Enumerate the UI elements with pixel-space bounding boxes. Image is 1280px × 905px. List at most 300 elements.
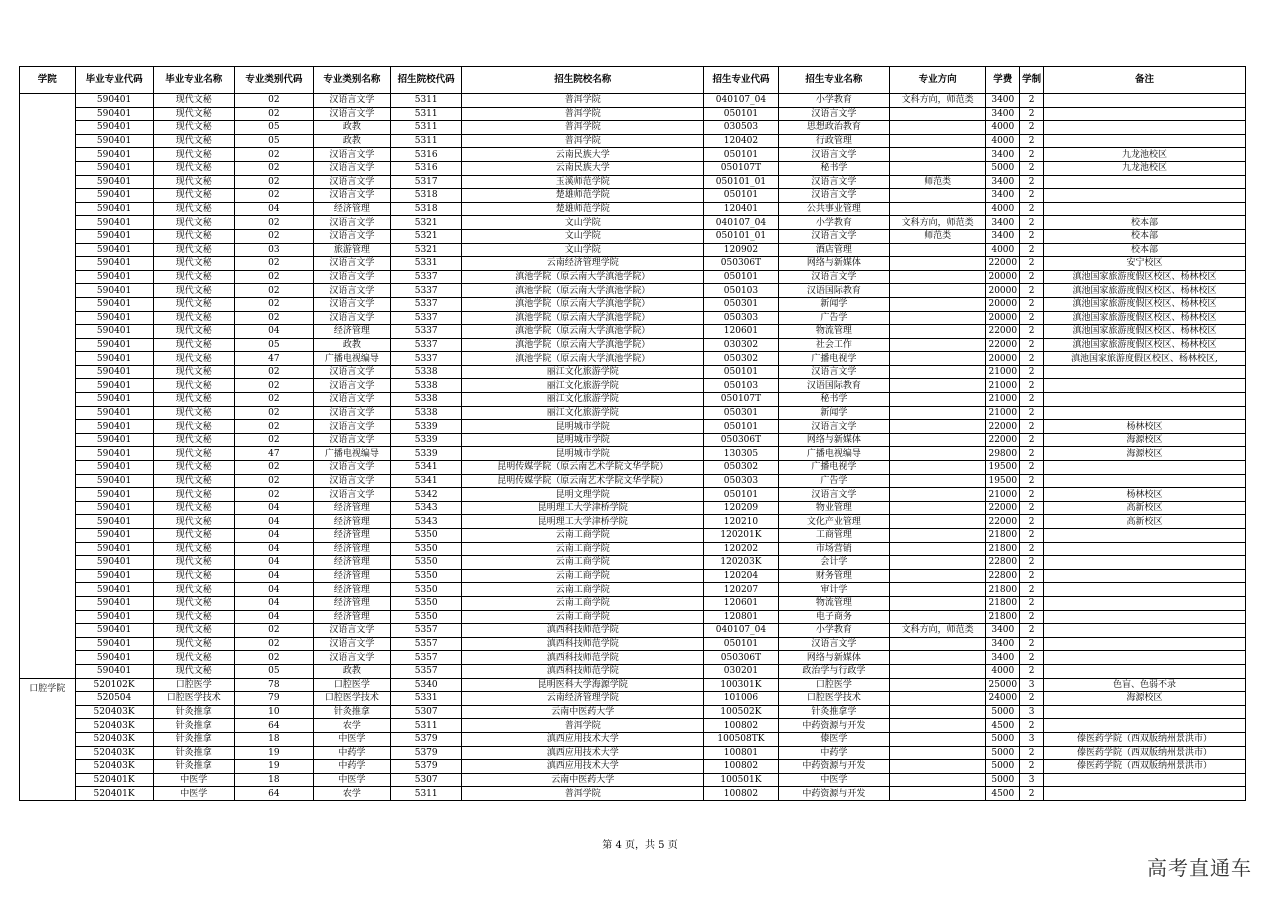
table-cell: 520403K bbox=[75, 746, 153, 760]
table-row bbox=[20, 501, 1246, 515]
table-cell: 5341 bbox=[390, 474, 462, 488]
table-cell: 2 bbox=[1020, 393, 1044, 407]
table-cell: 普洱学院 bbox=[462, 787, 704, 801]
table-cell: 中药资源与开发 bbox=[778, 787, 889, 801]
table-row bbox=[20, 447, 1246, 461]
table-cell: 3400 bbox=[986, 107, 1020, 121]
table-cell: 22000 bbox=[986, 325, 1020, 339]
table-cell: 针灸推拿 bbox=[313, 705, 390, 719]
table-cell: 02 bbox=[234, 229, 313, 243]
table-cell: 现代文秘 bbox=[153, 297, 234, 311]
table-cell: 590401 bbox=[75, 529, 153, 543]
table-cell: 120209 bbox=[704, 501, 779, 515]
table-cell bbox=[1043, 705, 1245, 719]
table-row bbox=[20, 148, 1246, 162]
table-cell: 520403K bbox=[75, 719, 153, 733]
table-cell: 经济管理 bbox=[313, 569, 390, 583]
table-cell: 经济管理 bbox=[313, 583, 390, 597]
table-cell: 590401 bbox=[75, 610, 153, 624]
table-cell bbox=[1043, 569, 1245, 583]
table-cell: 口腔医学 bbox=[778, 678, 889, 692]
table-cell: 3400 bbox=[986, 189, 1020, 203]
table-cell: 590401 bbox=[75, 121, 153, 135]
table-cell: 经济管理 bbox=[313, 529, 390, 543]
table-cell: 广播电视编导 bbox=[313, 447, 390, 461]
table-cell bbox=[1043, 529, 1245, 543]
table-cell: 4000 bbox=[986, 121, 1020, 135]
table-cell: 中医学 bbox=[778, 773, 889, 787]
table-cell: 现代文秘 bbox=[153, 420, 234, 434]
table-cell: 中药学 bbox=[778, 746, 889, 760]
column-header: 专业类别代码 bbox=[234, 67, 313, 94]
table-cell: 520401K bbox=[75, 787, 153, 801]
table-cell: 汉语言文学 bbox=[313, 189, 390, 203]
column-header: 毕业专业名称 bbox=[153, 67, 234, 94]
table-cell: 现代文秘 bbox=[153, 270, 234, 284]
table-cell: 19500 bbox=[986, 461, 1020, 475]
table-cell bbox=[890, 338, 986, 352]
table-cell: 3400 bbox=[986, 651, 1020, 665]
table-cell: 3400 bbox=[986, 216, 1020, 230]
table-row bbox=[20, 637, 1246, 651]
table-cell: 5338 bbox=[390, 406, 462, 420]
table-cell: 590401 bbox=[75, 134, 153, 148]
table-cell: 5339 bbox=[390, 433, 462, 447]
column-header: 毕业专业代码 bbox=[75, 67, 153, 94]
table-cell: 滇西科技师范学院 bbox=[462, 651, 704, 665]
table-cell: 汉语言文学 bbox=[313, 474, 390, 488]
table-cell bbox=[890, 542, 986, 556]
table-row bbox=[20, 243, 1246, 257]
table-cell: 文山学院 bbox=[462, 216, 704, 230]
table-cell: 3400 bbox=[986, 229, 1020, 243]
table-cell: 050107T bbox=[704, 393, 779, 407]
table-cell: 590401 bbox=[75, 515, 153, 529]
table-cell: 030503 bbox=[704, 121, 779, 135]
table-cell: 520403K bbox=[75, 760, 153, 774]
table-cell: 02 bbox=[234, 433, 313, 447]
table-cell bbox=[890, 148, 986, 162]
table-cell: 5379 bbox=[390, 760, 462, 774]
table-cell: 现代文秘 bbox=[153, 447, 234, 461]
table-cell: 网络与新媒体 bbox=[778, 651, 889, 665]
table-cell: 汉语言文学 bbox=[778, 107, 889, 121]
table-cell: 现代文秘 bbox=[153, 121, 234, 135]
table-cell: 滇池国家旅游度假区校区、杨林校区, bbox=[1043, 352, 1245, 366]
table-cell bbox=[1043, 542, 1245, 556]
table-cell: 590401 bbox=[75, 488, 153, 502]
table-row bbox=[20, 678, 1246, 692]
table-cell: 120401 bbox=[704, 202, 779, 216]
table-cell bbox=[890, 379, 986, 393]
table-row bbox=[20, 338, 1246, 352]
table-cell: 590401 bbox=[75, 365, 153, 379]
table-cell: 120204 bbox=[704, 569, 779, 583]
table-cell: 2 bbox=[1020, 624, 1044, 638]
table-cell: 现代文秘 bbox=[153, 637, 234, 651]
header-row bbox=[20, 67, 1246, 94]
table-cell: 广播电视学 bbox=[778, 352, 889, 366]
table-cell: 2 bbox=[1020, 488, 1044, 502]
table-cell bbox=[890, 474, 986, 488]
table-cell: 5338 bbox=[390, 379, 462, 393]
table-cell: 4000 bbox=[986, 243, 1020, 257]
table-cell: 2 bbox=[1020, 664, 1044, 678]
table-cell: 5000 bbox=[986, 161, 1020, 175]
table-cell: 云南中医药大学 bbox=[462, 773, 704, 787]
table-cell: 21000 bbox=[986, 406, 1020, 420]
table-cell: 5316 bbox=[390, 161, 462, 175]
table-cell bbox=[1043, 461, 1245, 475]
table-cell: 普洱学院 bbox=[462, 107, 704, 121]
table-cell: 云南工商学院 bbox=[462, 610, 704, 624]
table-cell: 汉语言文学 bbox=[313, 148, 390, 162]
table-cell: 21000 bbox=[986, 379, 1020, 393]
table-cell: 590401 bbox=[75, 379, 153, 393]
table-cell: 2 bbox=[1020, 596, 1044, 610]
table-cell: 02 bbox=[234, 488, 313, 502]
table-cell: 520504 bbox=[75, 692, 153, 706]
table-cell bbox=[1043, 121, 1245, 135]
table-cell bbox=[1043, 664, 1245, 678]
table-cell: 经济管理 bbox=[313, 501, 390, 515]
table-row bbox=[20, 542, 1246, 556]
table-cell: 590401 bbox=[75, 420, 153, 434]
table-cell: 2 bbox=[1020, 474, 1044, 488]
table-cell: 120601 bbox=[704, 596, 779, 610]
table-cell: 050101 bbox=[704, 637, 779, 651]
table-cell: 20000 bbox=[986, 352, 1020, 366]
table-cell bbox=[890, 284, 986, 298]
table-cell: 5331 bbox=[390, 692, 462, 706]
table-cell: 590401 bbox=[75, 406, 153, 420]
table-cell: 22000 bbox=[986, 515, 1020, 529]
table-cell: 21800 bbox=[986, 542, 1020, 556]
table-cell: 2 bbox=[1020, 461, 1044, 475]
table-cell: 5339 bbox=[390, 420, 462, 434]
table-cell: 5337 bbox=[390, 352, 462, 366]
table-cell: 5000 bbox=[986, 705, 1020, 719]
table-cell: 030201 bbox=[704, 664, 779, 678]
table-cell: 九龙池校区 bbox=[1043, 148, 1245, 162]
table-cell: 100501K bbox=[704, 773, 779, 787]
table-cell: 590401 bbox=[75, 637, 153, 651]
table-cell: 2 bbox=[1020, 515, 1044, 529]
table-cell: 文科方向，师范类 bbox=[890, 216, 986, 230]
table-cell: 22000 bbox=[986, 501, 1020, 515]
table-cell: 120402 bbox=[704, 134, 779, 148]
table-cell: 5307 bbox=[390, 773, 462, 787]
table-cell: 02 bbox=[234, 107, 313, 121]
table-cell: 04 bbox=[234, 542, 313, 556]
table-cell: 22000 bbox=[986, 257, 1020, 271]
table-cell: 政教 bbox=[313, 134, 390, 148]
table-cell: 590401 bbox=[75, 664, 153, 678]
table-cell: 21800 bbox=[986, 583, 1020, 597]
table-cell: 广播电视编导 bbox=[313, 352, 390, 366]
table-cell: 3 bbox=[1020, 773, 1044, 787]
table-cell: 64 bbox=[234, 787, 313, 801]
table-cell: 5316 bbox=[390, 148, 462, 162]
table-cell: 2 bbox=[1020, 297, 1044, 311]
table-cell: 5350 bbox=[390, 583, 462, 597]
table-cell: 2 bbox=[1020, 284, 1044, 298]
table-cell: 针灸推拿 bbox=[153, 760, 234, 774]
table-cell: 2 bbox=[1020, 311, 1044, 325]
table-cell bbox=[890, 719, 986, 733]
table-cell: 21800 bbox=[986, 596, 1020, 610]
table-cell: 590401 bbox=[75, 107, 153, 121]
table-cell: 现代文秘 bbox=[153, 664, 234, 678]
table-cell: 050303 bbox=[704, 311, 779, 325]
table-cell: 590401 bbox=[75, 284, 153, 298]
table-cell: 5350 bbox=[390, 569, 462, 583]
table-row bbox=[20, 216, 1246, 230]
table-cell bbox=[890, 433, 986, 447]
table-cell: 现代文秘 bbox=[153, 474, 234, 488]
table-cell: 3400 bbox=[986, 94, 1020, 108]
table-cell: 3400 bbox=[986, 637, 1020, 651]
table-cell: 21800 bbox=[986, 529, 1020, 543]
table-cell: 5337 bbox=[390, 270, 462, 284]
table-row bbox=[20, 420, 1246, 434]
table-cell: 100802 bbox=[704, 787, 779, 801]
table-cell: 普洱学院 bbox=[462, 719, 704, 733]
table-cell: 社会工作 bbox=[778, 338, 889, 352]
table-cell: 现代文秘 bbox=[153, 243, 234, 257]
table-cell: 审计学 bbox=[778, 583, 889, 597]
table-cell: 2 bbox=[1020, 787, 1044, 801]
table-cell: 云南工商学院 bbox=[462, 542, 704, 556]
table-cell bbox=[1043, 107, 1245, 121]
table-cell: 滇池国家旅游度假区校区、杨林校区 bbox=[1043, 325, 1245, 339]
table-cell: 590401 bbox=[75, 461, 153, 475]
table-cell: 64 bbox=[234, 719, 313, 733]
table-cell: 130305 bbox=[704, 447, 779, 461]
table-cell: 昆明城市学院 bbox=[462, 433, 704, 447]
table-cell: 经济管理 bbox=[313, 556, 390, 570]
table-cell: 590401 bbox=[75, 338, 153, 352]
table-cell: 2 bbox=[1020, 583, 1044, 597]
table-cell: 3400 bbox=[986, 624, 1020, 638]
table-cell: 秘书学 bbox=[778, 161, 889, 175]
table-cell: 520403K bbox=[75, 732, 153, 746]
table-cell: 590401 bbox=[75, 175, 153, 189]
table-cell: 滇西科技师范学院 bbox=[462, 664, 704, 678]
table-cell: 丽江文化旅游学院 bbox=[462, 406, 704, 420]
column-header: 招生院校名称 bbox=[462, 67, 704, 94]
table-cell: 5331 bbox=[390, 257, 462, 271]
table-cell: 旅游管理 bbox=[313, 243, 390, 257]
table-cell: 100802 bbox=[704, 760, 779, 774]
table-cell: 现代文秘 bbox=[153, 433, 234, 447]
table-cell: 590401 bbox=[75, 325, 153, 339]
table-cell: 现代文秘 bbox=[153, 393, 234, 407]
table-cell: 中药学 bbox=[313, 746, 390, 760]
table-cell: 18 bbox=[234, 732, 313, 746]
table-cell: 590401 bbox=[75, 297, 153, 311]
table-cell bbox=[890, 637, 986, 651]
table-cell: 04 bbox=[234, 583, 313, 597]
table-cell: 云南工商学院 bbox=[462, 583, 704, 597]
table-row bbox=[20, 773, 1246, 787]
table-cell: 现代文秘 bbox=[153, 406, 234, 420]
table-cell: 滇池国家旅游度假区校区、杨林校区 bbox=[1043, 338, 1245, 352]
table-cell: 针灸推拿学 bbox=[778, 705, 889, 719]
table-cell: 5311 bbox=[390, 107, 462, 121]
table-cell bbox=[890, 583, 986, 597]
table-cell: 针灸推拿 bbox=[153, 719, 234, 733]
table-cell: 2 bbox=[1020, 107, 1044, 121]
table-cell: 590401 bbox=[75, 474, 153, 488]
table-cell: 昆明传媒学院（原云南艺术学院文华学院） bbox=[462, 461, 704, 475]
table-cell: 590401 bbox=[75, 161, 153, 175]
table-cell: 2 bbox=[1020, 352, 1044, 366]
table-cell: 汉语言文学 bbox=[778, 270, 889, 284]
table-cell bbox=[1043, 583, 1245, 597]
table-cell: 普洱学院 bbox=[462, 94, 704, 108]
table-cell: 5341 bbox=[390, 461, 462, 475]
table-cell: 楚雄师范学院 bbox=[462, 202, 704, 216]
table-cell bbox=[890, 732, 986, 746]
table-cell: 针灸推拿 bbox=[153, 705, 234, 719]
table-cell: 2 bbox=[1020, 556, 1044, 570]
table-cell bbox=[890, 746, 986, 760]
table-cell: 02 bbox=[234, 189, 313, 203]
table-cell bbox=[1043, 651, 1245, 665]
table-cell: 5318 bbox=[390, 189, 462, 203]
table-cell: 昆明医科大学海源学院 bbox=[462, 678, 704, 692]
table-cell: 傣医药学院（西双版纳州景洪市） bbox=[1043, 760, 1245, 774]
watermark-text: 高考直通车 bbox=[1147, 856, 1252, 880]
table-cell: 汉语言文学 bbox=[313, 257, 390, 271]
table-cell: 02 bbox=[234, 161, 313, 175]
table-cell: 120203K bbox=[704, 556, 779, 570]
table-cell: 汉语言文学 bbox=[778, 148, 889, 162]
table-cell: 现代文秘 bbox=[153, 257, 234, 271]
table-cell: 20000 bbox=[986, 297, 1020, 311]
table-cell: 04 bbox=[234, 202, 313, 216]
table-cell: 普洱学院 bbox=[462, 134, 704, 148]
table-cell: 520403K bbox=[75, 705, 153, 719]
table-row bbox=[20, 134, 1246, 148]
table-cell: 5000 bbox=[986, 773, 1020, 787]
table-cell: 02 bbox=[234, 365, 313, 379]
table-cell bbox=[1043, 474, 1245, 488]
table-cell: 2 bbox=[1020, 270, 1044, 284]
table-cell bbox=[1043, 134, 1245, 148]
table-cell: 5350 bbox=[390, 542, 462, 556]
table-cell: 滇西应用技术大学 bbox=[462, 746, 704, 760]
table-cell: 2 bbox=[1020, 501, 1044, 515]
table-cell: 101006 bbox=[704, 692, 779, 706]
table-cell: 云南经济管理学院 bbox=[462, 257, 704, 271]
table-cell: 云南工商学院 bbox=[462, 529, 704, 543]
table-cell: 汉语言文学 bbox=[313, 406, 390, 420]
table-row bbox=[20, 433, 1246, 447]
enrollment-table bbox=[19, 66, 1246, 801]
table-cell: 中医学 bbox=[153, 787, 234, 801]
table-cell: 现代文秘 bbox=[153, 325, 234, 339]
table-cell: 590401 bbox=[75, 216, 153, 230]
table-cell: 现代文秘 bbox=[153, 651, 234, 665]
table-cell: 3 bbox=[1020, 678, 1044, 692]
table-cell: 2 bbox=[1020, 379, 1044, 393]
table-cell: 590401 bbox=[75, 569, 153, 583]
table-cell bbox=[1043, 787, 1245, 801]
table-cell: 02 bbox=[234, 461, 313, 475]
table-cell: 4000 bbox=[986, 664, 1020, 678]
table-cell: 2 bbox=[1020, 94, 1044, 108]
table-cell: 针灸推拿 bbox=[153, 732, 234, 746]
table-cell: 050301 bbox=[704, 406, 779, 420]
table-cell: 昆明理工大学津桥学院 bbox=[462, 501, 704, 515]
table-cell: 5357 bbox=[390, 637, 462, 651]
table-cell: 04 bbox=[234, 501, 313, 515]
table-cell: 口腔医学 bbox=[153, 678, 234, 692]
table-cell: 5311 bbox=[390, 94, 462, 108]
table-cell: 050101 bbox=[704, 488, 779, 502]
table-cell: 现代文秘 bbox=[153, 175, 234, 189]
table-row bbox=[20, 202, 1246, 216]
table-cell: 校本部 bbox=[1043, 216, 1245, 230]
table-cell: 昆明传媒学院（原云南艺术学院文华学院） bbox=[462, 474, 704, 488]
table-cell: 050101 bbox=[704, 148, 779, 162]
table-cell: 2 bbox=[1020, 229, 1044, 243]
table-cell: 傣医学 bbox=[778, 732, 889, 746]
table-row bbox=[20, 121, 1246, 135]
table-cell: 3 bbox=[1020, 732, 1044, 746]
table-cell: 22800 bbox=[986, 569, 1020, 583]
table-cell: 590401 bbox=[75, 393, 153, 407]
table-row bbox=[20, 596, 1246, 610]
table-cell: 工商管理 bbox=[778, 529, 889, 543]
table-cell bbox=[1043, 175, 1245, 189]
table-cell: 100801 bbox=[704, 746, 779, 760]
table-cell: 590401 bbox=[75, 311, 153, 325]
table-cell: 现代文秘 bbox=[153, 542, 234, 556]
table-cell: 师范类 bbox=[890, 229, 986, 243]
table-cell: 5337 bbox=[390, 338, 462, 352]
table-cell: 现代文秘 bbox=[153, 610, 234, 624]
table-cell: 5350 bbox=[390, 610, 462, 624]
table-cell: 现代文秘 bbox=[153, 338, 234, 352]
table-cell: 5311 bbox=[390, 134, 462, 148]
table-cell: 590401 bbox=[75, 148, 153, 162]
table-cell: 现代文秘 bbox=[153, 284, 234, 298]
table-cell: 滇西科技师范学院 bbox=[462, 624, 704, 638]
table-cell: 2 bbox=[1020, 134, 1044, 148]
table-cell: 傣医药学院（西双版纳州景洪市） bbox=[1043, 746, 1245, 760]
table-row bbox=[20, 746, 1246, 760]
table-cell: 5000 bbox=[986, 732, 1020, 746]
table-cell: 5379 bbox=[390, 732, 462, 746]
column-header: 专业类别名称 bbox=[313, 67, 390, 94]
table-cell: 经济管理 bbox=[313, 610, 390, 624]
table-cell: 04 bbox=[234, 556, 313, 570]
table-cell: 3 bbox=[1020, 705, 1044, 719]
table-cell: 口腔医学技术 bbox=[313, 692, 390, 706]
table-cell bbox=[1043, 637, 1245, 651]
table-cell: 5317 bbox=[390, 175, 462, 189]
table-cell: 590401 bbox=[75, 243, 153, 257]
table-cell: 2 bbox=[1020, 175, 1044, 189]
table-cell: 29800 bbox=[986, 447, 1020, 461]
table-cell: 酒店管理 bbox=[778, 243, 889, 257]
table-cell: 物流管理 bbox=[778, 325, 889, 339]
table-cell: 政教 bbox=[313, 338, 390, 352]
table-cell: 丽江文化旅游学院 bbox=[462, 379, 704, 393]
